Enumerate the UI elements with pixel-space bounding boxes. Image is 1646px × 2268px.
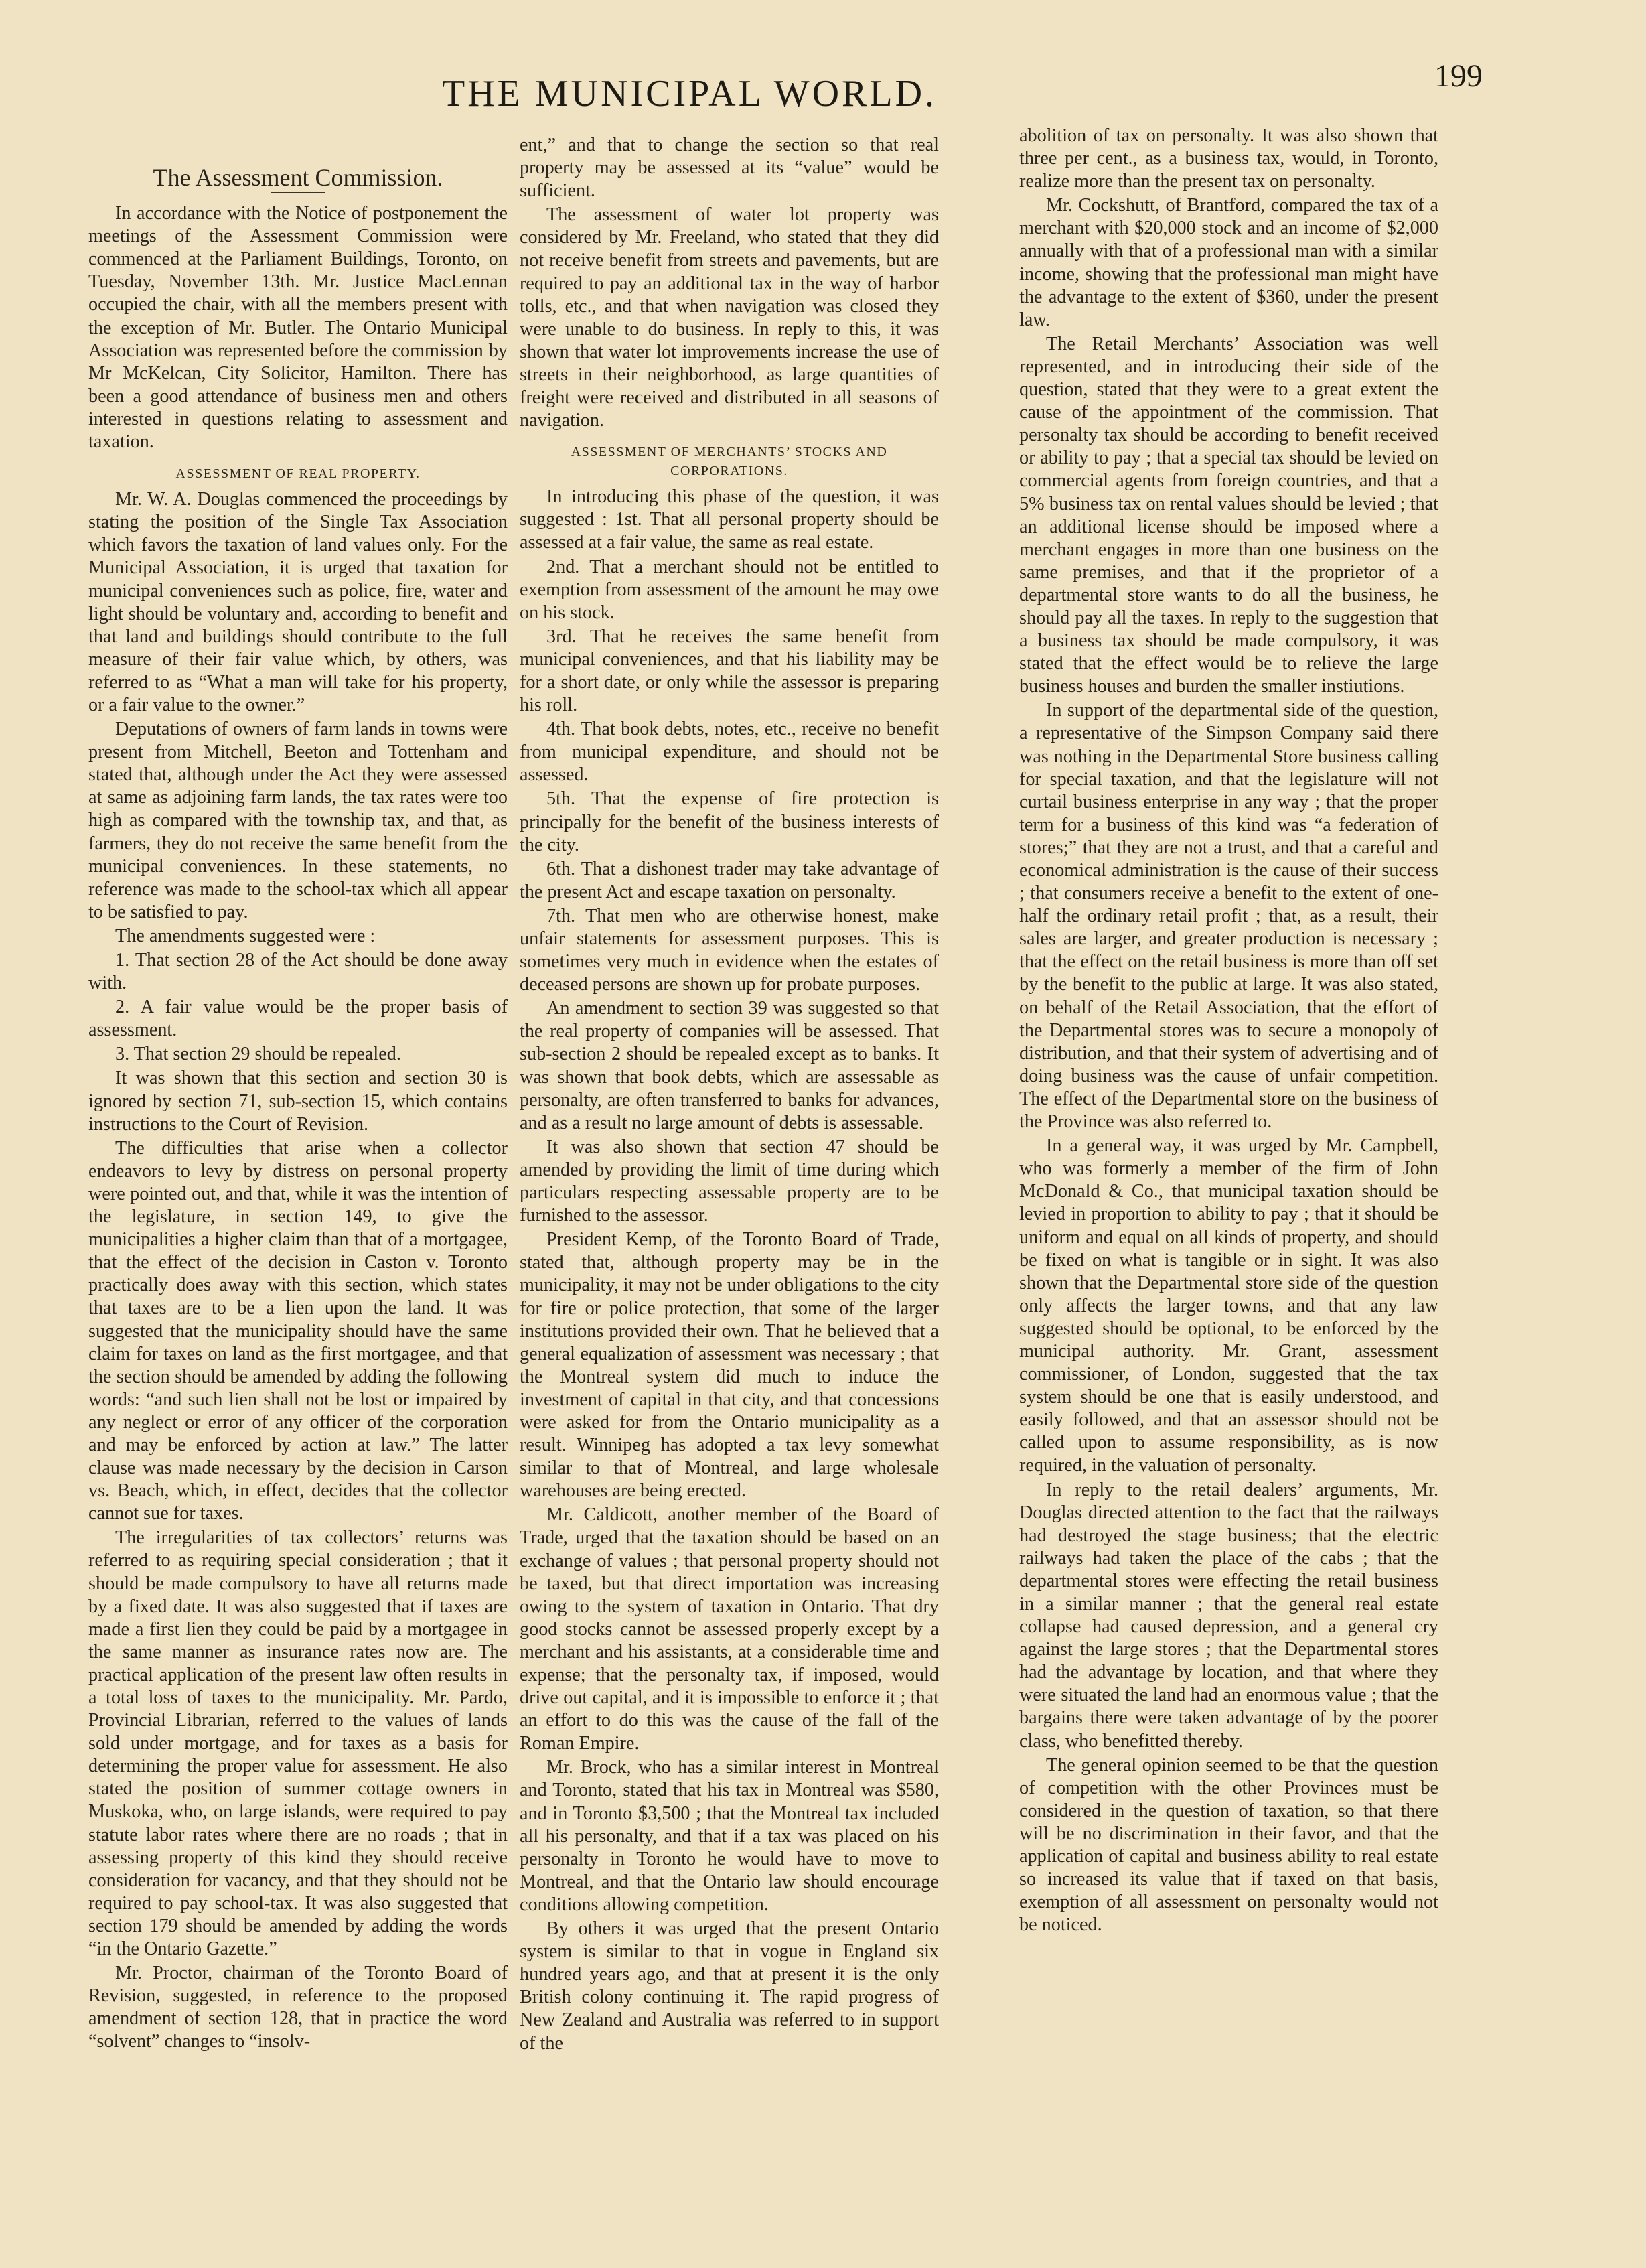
column-2 <box>520 134 939 2055</box>
paragraph: In support of the departmental side of the question, a representative of the Simpson Company said there was nothing in the Departmental Store business calling for special taxation, and that the legislature will not curtail business enterprise in any way ; that the proper term for a business of this kind was “a federation of stores;” that they are not a trust, and that a careful and economical administration is the cause of their success ; that consumers receive a benefit to the extent of one-half the ordinary retail profit ; that, as a result, their sales are larger, and greater production is necessary ; that the effect on the retail business is more than off set by the benefit to the public at large. It was also stated, on behalf of the Retail Association, that the effort of the Departmental stores was to secure a monopoly of distribution, and that their system of advertising and of doing business was the cause of unfair competition. The effect of the Departmental store on the business of the Province was also referred to. <box>1019 700 1438 1133</box>
paragraph: 1. That section 28 of the Act should be done away with. <box>88 950 508 994</box>
paragraph: 4th. That book debts, notes, etc., receive no benefit from municipal expenditure, and should not be assessed. <box>520 719 939 786</box>
article-title: The Assessment Commission. <box>153 164 443 191</box>
paragraph: In a general way, it was urged by Mr. Campbell, who was formerly a member of the firm of John McDonald & Co., that municipal taxation should be levied in proportion to ability to pay ; that it should be uniform and equal on all kinds of property, and should be fixed on what is tangible or in sight. It was also shown that the Departmental store side of the question only affects the larger towns, and that any law suggested should be optional, to be enforced by the municipal authority. Mr. Grant, assessment commissioner, of London, suggested that the tax system should be one that is easily understood, and easily followed, and that an assessor should not be called upon to assume responsibility, as is now required, in the valuation of personalty. <box>1019 1135 1438 1476</box>
paragraph: It was also shown that section 47 should be amended by providing the limit of time during which particulars respecting assessable property are to be furnished to the assessor. <box>520 1136 939 1226</box>
paragraph: The difficulties that arise when a collector endeavors to levy by distress on personal property were pointed out, and that, while it was the intention of the legislature, in section 149, to give the municipalities a higher claim than that of a mortgagee, that the effect of the decision in Caston v. Toronto practically does away with this section, which states that taxes are to be a lien upon the land. It was suggested that the municipality should have the same claim for taxes on land as the first mortgagee, and that the section should be amended by adding the following words: “and such lien shall not be lost or impaired by any neglect or error of any officer of the corporation and may be enforced by action at law.” The latter clause was made necessary by the decision in Carson vs. Beach, which, in effect, decides that the collector cannot sue for taxes. <box>88 1137 508 1525</box>
paragraph: 6th. That a dishonest trader may take advantage of the present Act and escape taxation on personalty. <box>520 858 939 902</box>
paragraph: Mr. Caldicott, another member of the Board of Trade, urged that the taxation should be based on an exchange of values ; that personal property should not be taxed, but that direct importation was increasing owing to the system of taxation in Ontario. That dry good stocks cannot be assessed properly except by a merchant and his assistants, at a considerable time and expense; that the personalty tax, if imposed, would drive out capital, and it is impossible to enforce it ; that an effort to do this was the cause of the fall of the Roman Empire. <box>520 1504 939 1754</box>
paragraph: 3rd. That he receives the same benefit from municipal conveniences, and that his liability may be for a short date, or only while the assessor is preparing his roll. <box>520 626 939 716</box>
paragraph: The irregularities of tax collectors’ returns was referred to as requiring special consideration ; that it should be made compulsory to have all returns made by a fixed date. It was also suggested that if taxes are made a first lien they could be paid by a mortgagee in the same manner as insurance rates now are. The practical application of the present law often results in a total loss of taxes to the municipality. Mr. Pardo, Provincial Librarian, referred to the values of lands sold under mortgage, and for taxes as a basis for determining the proper value for assessment. He also stated the position of summer cottage owners in Muskoka, who, on large islands, were required to pay statute labor rates where there are no roads ; that in assessing property of this kind they should receive consideration for vacancy, and that they should not be required to pay school-tax. It was also suggested that section 179 should be amended by adding the words “in the Ontario Gazette.” <box>88 1527 508 1960</box>
section-heading: ASSESSMENT OF REAL PROPERTY. <box>175 466 421 482</box>
paragraph: Mr. Proctor, chairman of the Toronto Board of Revision, suggested, in reference to the proposed amendment of section 128, that in practice the word “solvent” changes to “insolv- <box>88 1963 508 2052</box>
paragraph: It was shown that this section and section 30 is ignored by section 71, sub-section 15, which contains instructions to the Court of Revision. <box>88 1068 508 1135</box>
paragraph: The assessment of water lot property was considered by Mr. Freeland, who stated that they did not receive benefit from streets and pavements, but are required to pay an additional tax in the way of harbor tolls, etc., and that when navigation was closed they were unable to do business. In reply to this, it was shown that water lot improvements increase the use of streets in their neighborhood, as large quantities of freight were received and distributed in all seasons of navigation. <box>520 204 939 431</box>
paragraph: The general opinion seemed to be that the question of competition with the other Provinces must be considered in the question of taxation, so that there will be no discrimination in their favor, and that the application of capital and business ability to real estate so increased its value that if taxed on that basis, exemption of all assessment on personalty would not be noticed. <box>1019 1754 1438 1936</box>
paragraph: 2. A fair value would be the proper basis of assessment. <box>88 997 508 1041</box>
running-head: THE MUNICIPAL WORLD. <box>442 73 938 115</box>
paragraph: By others it was urged that the present Ontario system is similar to that in vogue in England six hundred years ago, and that at present it is the only British colony continuing it. The rapid progress of New Zealand and Australia was referred to in support of the <box>520 1918 939 2054</box>
paragraph: 2nd. That a merchant should not be entitled to exemption from assessment of the amount he may owe on his stock. <box>520 556 939 623</box>
paragraph: Mr. W. A. Douglas commenced the proceedings by stating the position of the Single Tax Association which favors the taxation of land values only. For the Municipal Association, it is urged that taxation for municipal conveniences such as police, fire, water and light should be voluntary and, according to benefit and that land and buildings should contribute to the full measure of their fair value which, by others, was referred to as “What a man will take for his property, or a fair value to the owner.” <box>88 489 508 715</box>
paragraph: In accordance with the Notice of postponement the meetings of the Assessment Commission were commenced at the Parliament Buildings, Toronto, on Tuesday, November 13th. Mr. Justice MacLennan occupied the chair, with all the members present with the exception of Mr. Butler. The Ontario Municipal Association was represented before the commission by Mr McKelcan, City Solicitor, Hamilton. There has been a good attendance of business men and others interested in questions relating to assessment and taxation. <box>88 203 508 453</box>
column-1 <box>88 154 508 2054</box>
paragraph: Mr. Cockshutt, of Brantford, compared the tax of a merchant with $20,000 stock and an income of $2,000 annually with that of a professional man with a similar income, showing that the professional man might have the advantage to the extent of $360, under the present law. <box>1019 195 1438 330</box>
paragraph: Deputations of owners of farm lands in towns were present from Mitchell, Beeton and Tottenham and stated that, although under the Act they were assessed at same as adjoining farm lands, the tax rates were too high as compared with the township tax, and that, as farmers, they do not receive the same benefit from the municipal conveniences. In these statements, no reference was made to the school-tax which all appear to be satisfied to pay. <box>88 719 508 922</box>
page-number: 199 <box>1434 58 1483 94</box>
paragraph: In introducing this phase of the question, it was suggested : 1st. That all personal property should be assessed at a fair value, the same as real estate. <box>520 486 939 553</box>
paragraph: President Kemp, of the Toronto Board of Trade, stated that, although property may be in the municipality, it may not be under obligations to the city for fire or police protection, that some of the larger institutions provided their own. That he believed that a general equalization of assessment was necessary ; that the Montreal system did much to induce the investment of capital in that city, and that concessions were asked for from the Ontario municipality as a result. Winnipeg has adopted a tax levy somewhat similar to that of Montreal, and large wholesale warehouses are being erected. <box>520 1229 940 1502</box>
paragraph: abolition of tax on personalty. It was also shown that three per cent., as a business tax, would, in Toronto, realize more than the present tax on personalty. <box>1019 125 1438 192</box>
title-rule <box>271 192 325 193</box>
paragraph: An amendment to section 39 was suggested so that the real property of companies will be assessed. That sub-section 2 should be repealed except as to banks. It was shown that book debts, which are assessable as personalty, are often transferred to banks for advances, and as a result no large amount of debts is assessable. <box>520 998 939 1133</box>
paragraph: 7th. That men who are otherwise honest, make unfair statements for assessment purposes. This is sometimes very much in evidence when the estates of deceased persons are shown up for probate purposes. <box>520 905 939 995</box>
column-3 <box>1019 125 1438 1936</box>
paragraph: The amendments suggested were : <box>115 925 376 946</box>
paragraph: ent,” and that to change the section so that real property may be assessed at its “value” would be sufficient. <box>520 135 939 202</box>
paragraph: 3. That section 29 should be repealed. <box>115 1044 401 1065</box>
paragraph: 5th. That the expense of fire protection is principally for the benefit of the business interests of the city. <box>520 788 939 855</box>
paragraph: In reply to the retail dealers’ arguments, Mr. Douglas directed attention to the fact that the railways had destroyed the stage business; that the electric railways had taken the place of the cabs ; that the departmental stores were effecting the retail business in a similar manner ; that the general real estate collapse had caused depression, and a general cry against the large stores ; that the Departmental stores had the advantage by location, and that where they were situated the land had an enormous value ; that the bargains there were taken advantage of by the poorer class, who benefitted thereby. <box>1019 1479 1438 1752</box>
paragraph: Mr. Brock, who has a similar interest in Montreal and Toronto, stated that his tax in Montreal was $580, and in Toronto $3,500 ; that the Montreal tax included all his personalty, and that if a tax was placed on his personalty in Toronto he would have to move to Montreal, and that the Ontario law should encourage conditions allowing competition. <box>520 1757 939 1915</box>
section-heading: ASSESSMENT OF MERCHANTS’ STOCKS AND CORPORATIONS. <box>571 445 888 479</box>
paragraph: The Retail Merchants’ Association was well represented, and in introducing their side of the question, stated that they were to a great extent the cause of the appointment of the commission. That personalty tax should be according to benefit received or ability to pay ; that a special tax should be levied on commercial agents from foreign countries, and that a 5% business tax on rental values should be levied ; that an additional license should be imposed where a merchant engages in more than one business on the same premises, and that if the proprietor of a departmental store wants to do all the business, he should pay all the taxes. In reply to the suggestion that a business tax should be made compulsory, it was stated that the effect would be to relieve the large business houses and burden the smaller instiutions. <box>1019 333 1438 697</box>
